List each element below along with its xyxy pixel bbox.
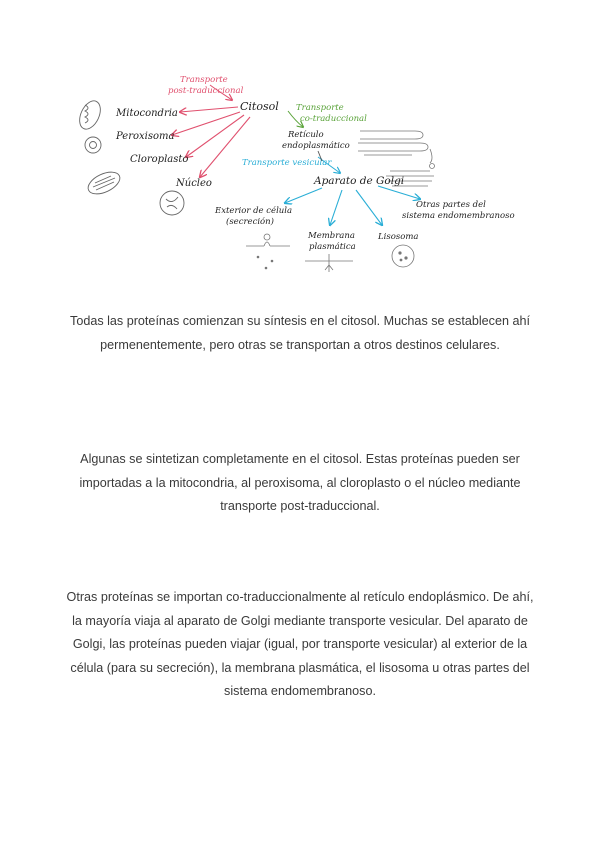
- protein-transport-diagram: [60, 65, 540, 285]
- label-lisosoma: Lisosoma: [378, 232, 419, 242]
- membrane-sketch: [305, 254, 353, 272]
- label-otras: Otras partes del sistema endomembranoso: [402, 200, 515, 221]
- secretion-sketch: [246, 234, 290, 269]
- er-sketch: [358, 131, 435, 169]
- mitochondria-sketch: [76, 98, 105, 133]
- label-exterior: Exterior de célula (secreción): [215, 206, 293, 227]
- paragraph-intro: Todas las proteínas comienzan su síntesis en el citosol. Muchas se establecen ahí permenentemente, pero otras se transportan a otros destinos celulares.: [70, 314, 530, 352]
- label-peroxisoma: Peroxisoma: [116, 131, 175, 142]
- paragraph-co-traduccional: Otras proteínas se importan co-traduccionalmente al retículo endoplásmico. De ahí, la mayoría viaja al aparato de Golgi mediante transporte vesicular. Del aparato de Golgi, las proteínas pueden viajar (igual, por transporte vesicular) al exterior de la célula (para su secreción), la membrana plasmática, el lisosoma u otras partes del sistema endomembranoso.: [66, 590, 534, 698]
- label-post-traduccional: Transporte post-traduccional: [168, 75, 244, 96]
- paragraph-post-traduccional: Algunas se sintetizan completamente en el citosol. Estas proteínas pueden ser importadas a la mitocondria, al peroxisoma, al cloroplasto o el núcleo mediante transporte post-traduccional.: [79, 452, 521, 513]
- label-membrana: Membrana plasmática: [308, 231, 356, 252]
- chloroplast-sketch: [85, 168, 123, 199]
- label-vesicular: Transporte vesicular: [242, 158, 332, 168]
- label-cloroplasto: Cloroplasto: [130, 154, 189, 165]
- label-citosol: Citosol: [240, 100, 279, 113]
- peroxisome-sketch: [85, 137, 101, 153]
- lysosome-sketch: [392, 245, 414, 267]
- label-nucleo: Núcleo: [176, 178, 212, 189]
- label-co-traduccional: Transporte co-traduccional: [296, 103, 367, 124]
- label-mitocondria: Mitocondria: [116, 108, 178, 119]
- label-reticulo: Retículo endoplasmático: [282, 130, 350, 151]
- nucleus-sketch: [160, 191, 184, 215]
- label-golgi: Aparato de Golgi: [314, 175, 405, 187]
